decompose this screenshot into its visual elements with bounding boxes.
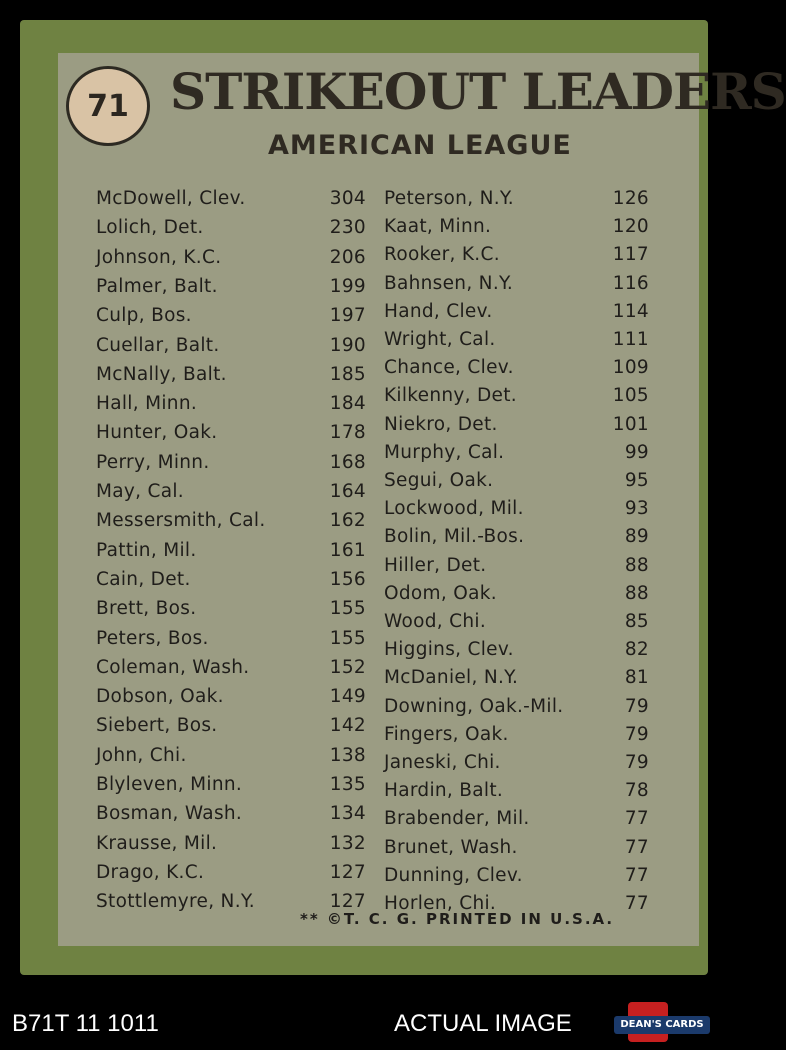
leader-row — [384, 184, 649, 213]
actual-image-label: ACTUAL IMAGE — [394, 1010, 572, 1037]
strikeout-count: 101 — [612, 413, 649, 435]
pitcher-name: Brunet, Wash. — [384, 836, 518, 858]
strikeout-count: 155 — [329, 598, 366, 620]
leader-row — [96, 272, 366, 301]
strikeout-count: 230 — [329, 217, 366, 239]
pitcher-name: Krausse, Mil. — [96, 832, 218, 854]
leader-row — [96, 448, 366, 477]
pitcher-name: Downing, Oak.-Mil. — [384, 695, 564, 717]
pitcher-name: Lockwood, Mil. — [384, 498, 524, 520]
leader-row — [96, 624, 366, 653]
pitcher-name: Higgins, Clev. — [384, 639, 514, 661]
pitcher-name: Hunter, Oak. — [96, 422, 218, 444]
strikeout-count: 88 — [624, 554, 649, 576]
pitcher-name: Rooker, K.C. — [384, 244, 500, 266]
pitcher-name: Blyleven, Minn. — [96, 774, 243, 795]
pitcher-name: Brabender, Mil. — [384, 808, 530, 830]
strikeout-count: 79 — [624, 723, 649, 745]
pitcher-name: Hardin, Balt. — [384, 780, 504, 802]
pitcher-name: Brett, Bos. — [96, 598, 197, 620]
leader-row — [384, 663, 649, 692]
strikeout-count: 184 — [329, 393, 366, 415]
strikeout-count: 149 — [329, 686, 366, 708]
pitcher-name: Niekro, Det. — [384, 413, 498, 435]
leader-row — [96, 711, 366, 740]
strikeout-count: 152 — [329, 656, 366, 678]
leader-row — [96, 858, 366, 887]
strikeout-count: 142 — [329, 715, 366, 737]
pitcher-name: Johnson, K.C. — [96, 246, 222, 268]
pitcher-name: McDaniel, N.Y. — [384, 667, 519, 689]
strikeout-count: 178 — [329, 422, 366, 444]
strikeout-count: 162 — [329, 510, 366, 532]
pitcher-name: Hall, Minn. — [96, 393, 198, 415]
logo-text: DEAN'S CARDS — [614, 1016, 710, 1034]
printed-note: ** ©T. C. G. PRINTED IN U.S.A. — [300, 910, 615, 928]
pitcher-name: Kilkenny, Det. — [384, 385, 517, 407]
strikeout-count: 78 — [624, 780, 649, 802]
pitcher-name: Murphy, Cal. — [384, 441, 505, 463]
pitcher-name: Cain, Det. — [96, 568, 191, 590]
strikeout-count: 88 — [624, 582, 649, 604]
strikeout-count: 155 — [329, 627, 366, 649]
leader-row — [384, 579, 649, 608]
leader-row — [384, 635, 649, 664]
pitcher-name: Fingers, Oak. — [384, 723, 509, 745]
card-number: 71 — [66, 66, 150, 146]
strikeout-count: 82 — [624, 639, 649, 661]
pitcher-name: Dunning, Clev. — [384, 864, 523, 886]
pitcher-name: McNally, Balt. — [96, 363, 227, 385]
pitcher-name: Bahnsen, N.Y. — [384, 272, 514, 294]
strikeout-count: 114 — [612, 300, 649, 322]
pitcher-name: Odom, Oak. — [384, 582, 497, 604]
leader-row — [384, 522, 649, 551]
strikeout-count: 206 — [329, 246, 366, 268]
strikeout-count: 134 — [329, 803, 366, 825]
pitcher-name: May, Cal. — [96, 481, 184, 502]
strikeout-count: 105 — [612, 385, 649, 407]
strikeout-count: 77 — [624, 864, 649, 886]
leader-row — [96, 506, 366, 535]
strikeout-count: 77 — [624, 893, 649, 914]
strikeout-count: 89 — [624, 526, 649, 548]
leader-row — [384, 551, 649, 580]
leader-row — [384, 466, 649, 495]
strikeout-count: 164 — [329, 481, 366, 502]
leader-row — [384, 212, 649, 241]
pitcher-name: Stottlemyre, N.Y. — [96, 891, 255, 913]
leader-row — [96, 213, 366, 242]
pitcher-name: McDowell, Clev. — [96, 188, 246, 209]
leader-row — [384, 804, 649, 833]
leader-row — [96, 741, 366, 770]
leader-row — [384, 833, 649, 862]
pitcher-name: Hiller, Det. — [384, 554, 487, 576]
pitcher-name: Janeski, Chi. — [384, 752, 501, 773]
strikeout-count: 168 — [329, 451, 366, 473]
strikeout-count: 95 — [624, 470, 649, 491]
pitcher-name: John, Chi. — [96, 744, 187, 766]
strikeout-count: 135 — [329, 774, 366, 795]
pitcher-name: Wright, Cal. — [384, 329, 496, 350]
leader-row — [384, 381, 649, 410]
strikeout-count: 127 — [329, 861, 366, 883]
leader-row — [96, 829, 366, 858]
leader-row — [96, 389, 366, 418]
pitcher-name: Peterson, N.Y. — [384, 188, 514, 209]
pitcher-name: Segui, Oak. — [384, 470, 494, 491]
pitcher-name: Bosman, Wash. — [96, 803, 243, 825]
leader-row — [384, 240, 649, 269]
strikeout-count: 304 — [329, 188, 366, 209]
strikeout-count: 120 — [612, 216, 649, 238]
strikeout-count: 109 — [612, 357, 649, 379]
leader-row — [384, 410, 649, 439]
leader-row — [96, 682, 366, 711]
leader-row — [96, 184, 366, 213]
leader-row — [384, 494, 649, 523]
leader-row — [96, 653, 366, 682]
strikeout-count: 77 — [624, 808, 649, 830]
leader-row — [384, 748, 649, 777]
leader-row — [96, 243, 366, 272]
leader-row — [96, 536, 366, 565]
leader-row — [96, 770, 366, 799]
leader-row — [384, 692, 649, 721]
pitcher-name: Dobson, Oak. — [96, 686, 224, 708]
strikeout-count: 116 — [612, 272, 649, 294]
leader-row — [384, 720, 649, 749]
card-subtitle: AMERICAN LEAGUE — [268, 130, 572, 161]
leader-row — [96, 594, 366, 623]
strikeout-count: 85 — [624, 611, 649, 632]
strikeout-count: 127 — [329, 891, 366, 913]
leader-row — [384, 325, 649, 354]
pitcher-name: Kaat, Minn. — [384, 216, 492, 238]
strikeout-count: 161 — [329, 539, 366, 561]
pitcher-name: Wood, Chi. — [384, 611, 487, 632]
strikeout-count: 138 — [329, 744, 366, 766]
pitcher-name: Drago, K.C. — [96, 861, 205, 883]
strikeout-count: 126 — [612, 188, 649, 209]
leader-row — [96, 331, 366, 360]
pitcher-name: Hand, Clev. — [384, 300, 493, 322]
deans-cards-logo — [612, 1002, 712, 1046]
leader-row — [384, 353, 649, 382]
leader-row — [384, 297, 649, 326]
pitcher-name: Palmer, Balt. — [96, 275, 218, 297]
strikeout-count: 77 — [624, 836, 649, 858]
pitcher-name: Bolin, Mil.-Bos. — [384, 526, 525, 548]
card-title: STRIKEOUT LEADERS — [170, 62, 786, 121]
leader-row — [384, 438, 649, 467]
leader-row — [96, 360, 366, 389]
leader-row — [96, 418, 366, 447]
pitcher-name: Lolich, Det. — [96, 217, 204, 239]
pitcher-name: Perry, Minn. — [96, 451, 210, 473]
strikeout-count: 117 — [612, 244, 649, 266]
leader-row — [96, 477, 366, 506]
pitcher-name: Siebert, Bos. — [96, 715, 218, 737]
leader-row — [384, 269, 649, 298]
pitcher-name: Chance, Clev. — [384, 357, 514, 379]
strikeout-count: 190 — [329, 334, 366, 356]
leader-row — [384, 776, 649, 805]
strikeout-count: 132 — [329, 832, 366, 854]
leader-row — [96, 565, 366, 594]
strikeout-count: 79 — [624, 695, 649, 717]
pitcher-name: Pattin, Mil. — [96, 539, 197, 561]
card-code: B71T 11 1011 — [12, 1010, 159, 1037]
strikeout-count: 99 — [624, 441, 649, 463]
pitcher-name: Messersmith, Cal. — [96, 510, 266, 532]
strikeout-count: 81 — [624, 667, 649, 689]
leader-row — [96, 301, 366, 330]
strikeout-count: 156 — [329, 568, 366, 590]
pitcher-name: Horlen, Chi. — [384, 893, 497, 914]
strikeout-count: 199 — [329, 275, 366, 297]
leader-row — [384, 607, 649, 636]
pitcher-name: Culp, Bos. — [96, 305, 192, 327]
pitcher-name: Cuellar, Balt. — [96, 334, 220, 356]
pitcher-name: Coleman, Wash. — [96, 656, 250, 678]
strikeout-count: 79 — [624, 752, 649, 773]
pitcher-name: Peters, Bos. — [96, 627, 209, 649]
strikeout-count: 197 — [329, 305, 366, 327]
leader-row — [384, 861, 649, 890]
strikeout-count: 111 — [612, 329, 649, 350]
strikeout-count: 185 — [329, 363, 366, 385]
strikeout-count: 93 — [624, 498, 649, 520]
leader-row — [96, 799, 366, 828]
